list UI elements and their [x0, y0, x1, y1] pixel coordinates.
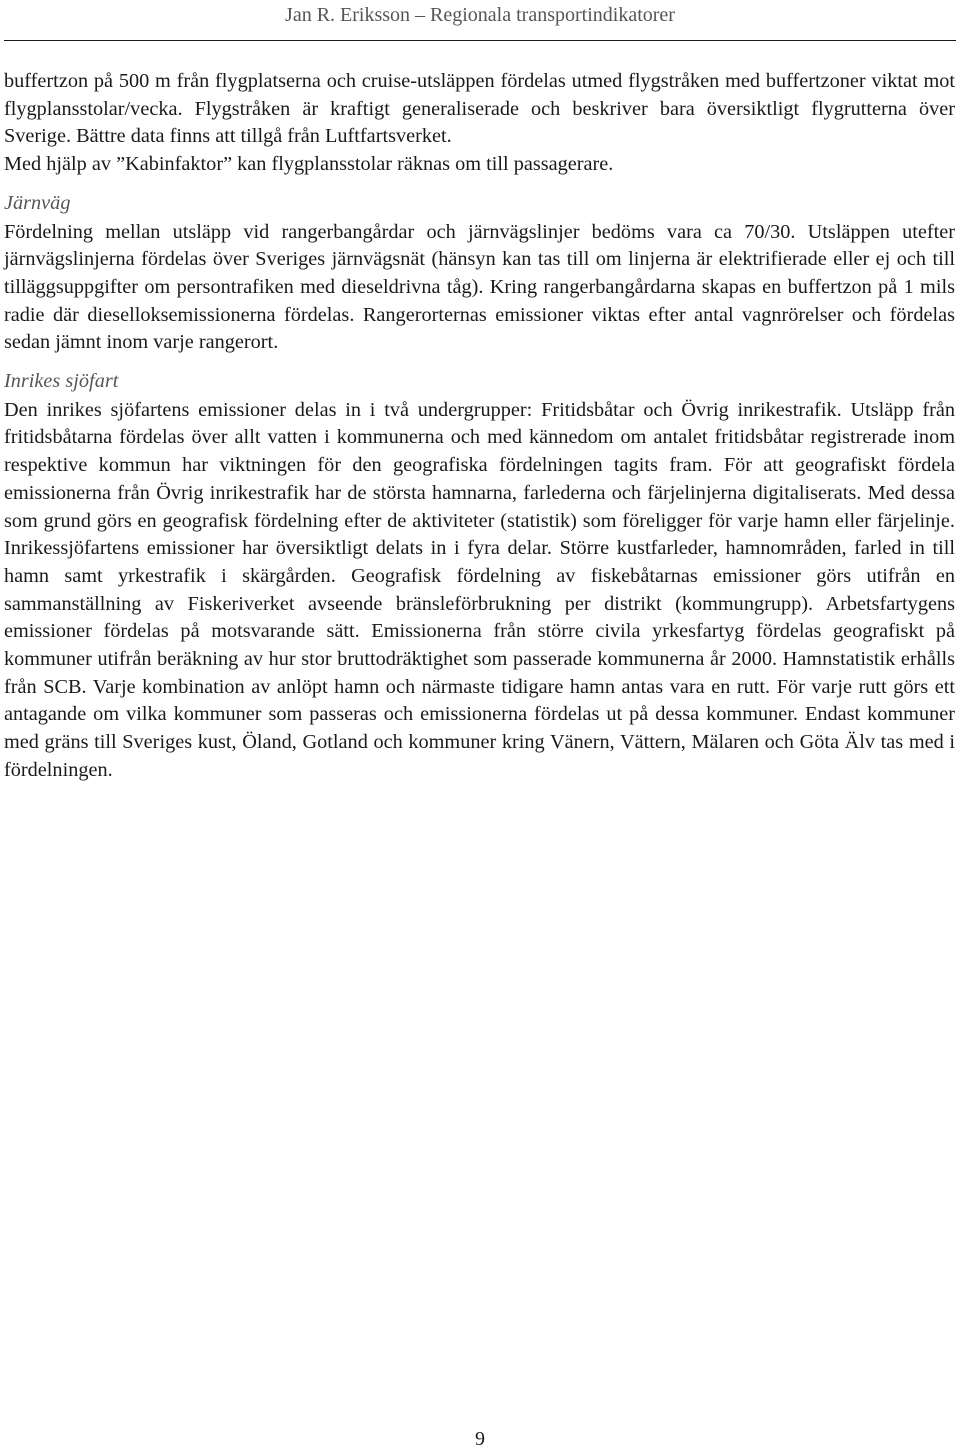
intro-paragraph-2: Med hjälp av ”Kabinfaktor” kan flygplansstolar räknas om till passagerare.: [4, 153, 614, 176]
document-body: [4, 68, 955, 785]
intro-paragraph: buffertzon på 500 m från flygplatserna och cruise-utsläppen fördelas utmed flygstråken med buffertzoner viktat mot flygplansstolar/vecka. Flygstråken är kraftigt generaliserade och beskriver bara översiktligt flygrutterna över Sverige. Bättre data finns att tillgå från Luftfartsverket.: [4, 70, 955, 148]
section-paragraph-jarnvag: Fördelning mellan utsläpp vid rangerbangårdar och järnvägslinjer bedöms vara ca 70/30. Utsläppen utefter järnvägslinjerna fördelas över Sveriges järnvägsnät (hänsyn kan tas till om linjerna är elektrifierade eller ej och till tilläggsuppgifter om persontrafiken med dieseldrivna tåg). Kring rangerbangårdarna skapas en buffertzon på 1 mils radie där dieselloksemissionerna fördelas. Rangerorternas emissioner viktas efter antal vagnrörelser och fördelas sedan jämnt inom varje rangerort.: [4, 220, 955, 354]
section-heading-inrikes-sjofart: Inrikes sjöfart: [4, 370, 119, 393]
page-number: 9: [475, 1428, 485, 1450]
header-divider: [4, 40, 956, 41]
section-paragraph-inrikes-sjofart: Den inrikes sjöfartens emissioner delas in i två undergrupper: Fritidsbåtar och Övrig inrikestrafik. Utsläpp från fritidsbåtarna fördelas över allt vatten i kommunerna och med kännedom om antalet fritidsbåtar registrerade inom respektive kommun har viktningen för den geografiska fördelningen tagits fram. För att geografiskt fördela emissionerna från Övrig inrikestrafik har de största hamnarna, farlederna och färjelinjerna digitaliserats. Med dessa som grund görs en geografisk fördelning efter de aktiviteter (statistik) som föreligger för varje hamn eller färjelinje. Inrikessjöfartens emissioner har översiktligt delats in i fyra delar. Större kustfarleder, hamnområden, farled in till hamn samt yrkestrafik i skärgården. Geografisk fördelning av fiskebåtarnas emissioner görs utifrån en sammanställning av Fiskeriverket avseende bränsleförbrukning per distrikt (kommungrupp). Arbetsfartygens emissioner fördelas på motsvarande sätt. Emissionerna från större civila yrkesfartyg fördelas geografiskt på kommuner utifrån beräkning av hur stor bruttodräktighet som passerade kommunerna år 2000. Hamnstatistik erhålls från SCB. Varje kombination av anlöpt hamn och närmaste tidigare hamn antas vara en rutt. För varje rutt görs ett antagande om vilka kommuner som passeras och emissionerna fördelas ut på dessa kommuner. Endast kommuner med gräns till Sveriges kust, Öland, Gotland och kommuner kring Vänern, Vättern, Mälaren och Göta Älv tas med i fördelningen.: [4, 398, 955, 781]
running-header: Jan R. Eriksson – Regionala transportindikatorer: [285, 4, 675, 26]
section-heading-jarnvag: Järnväg: [4, 191, 71, 214]
